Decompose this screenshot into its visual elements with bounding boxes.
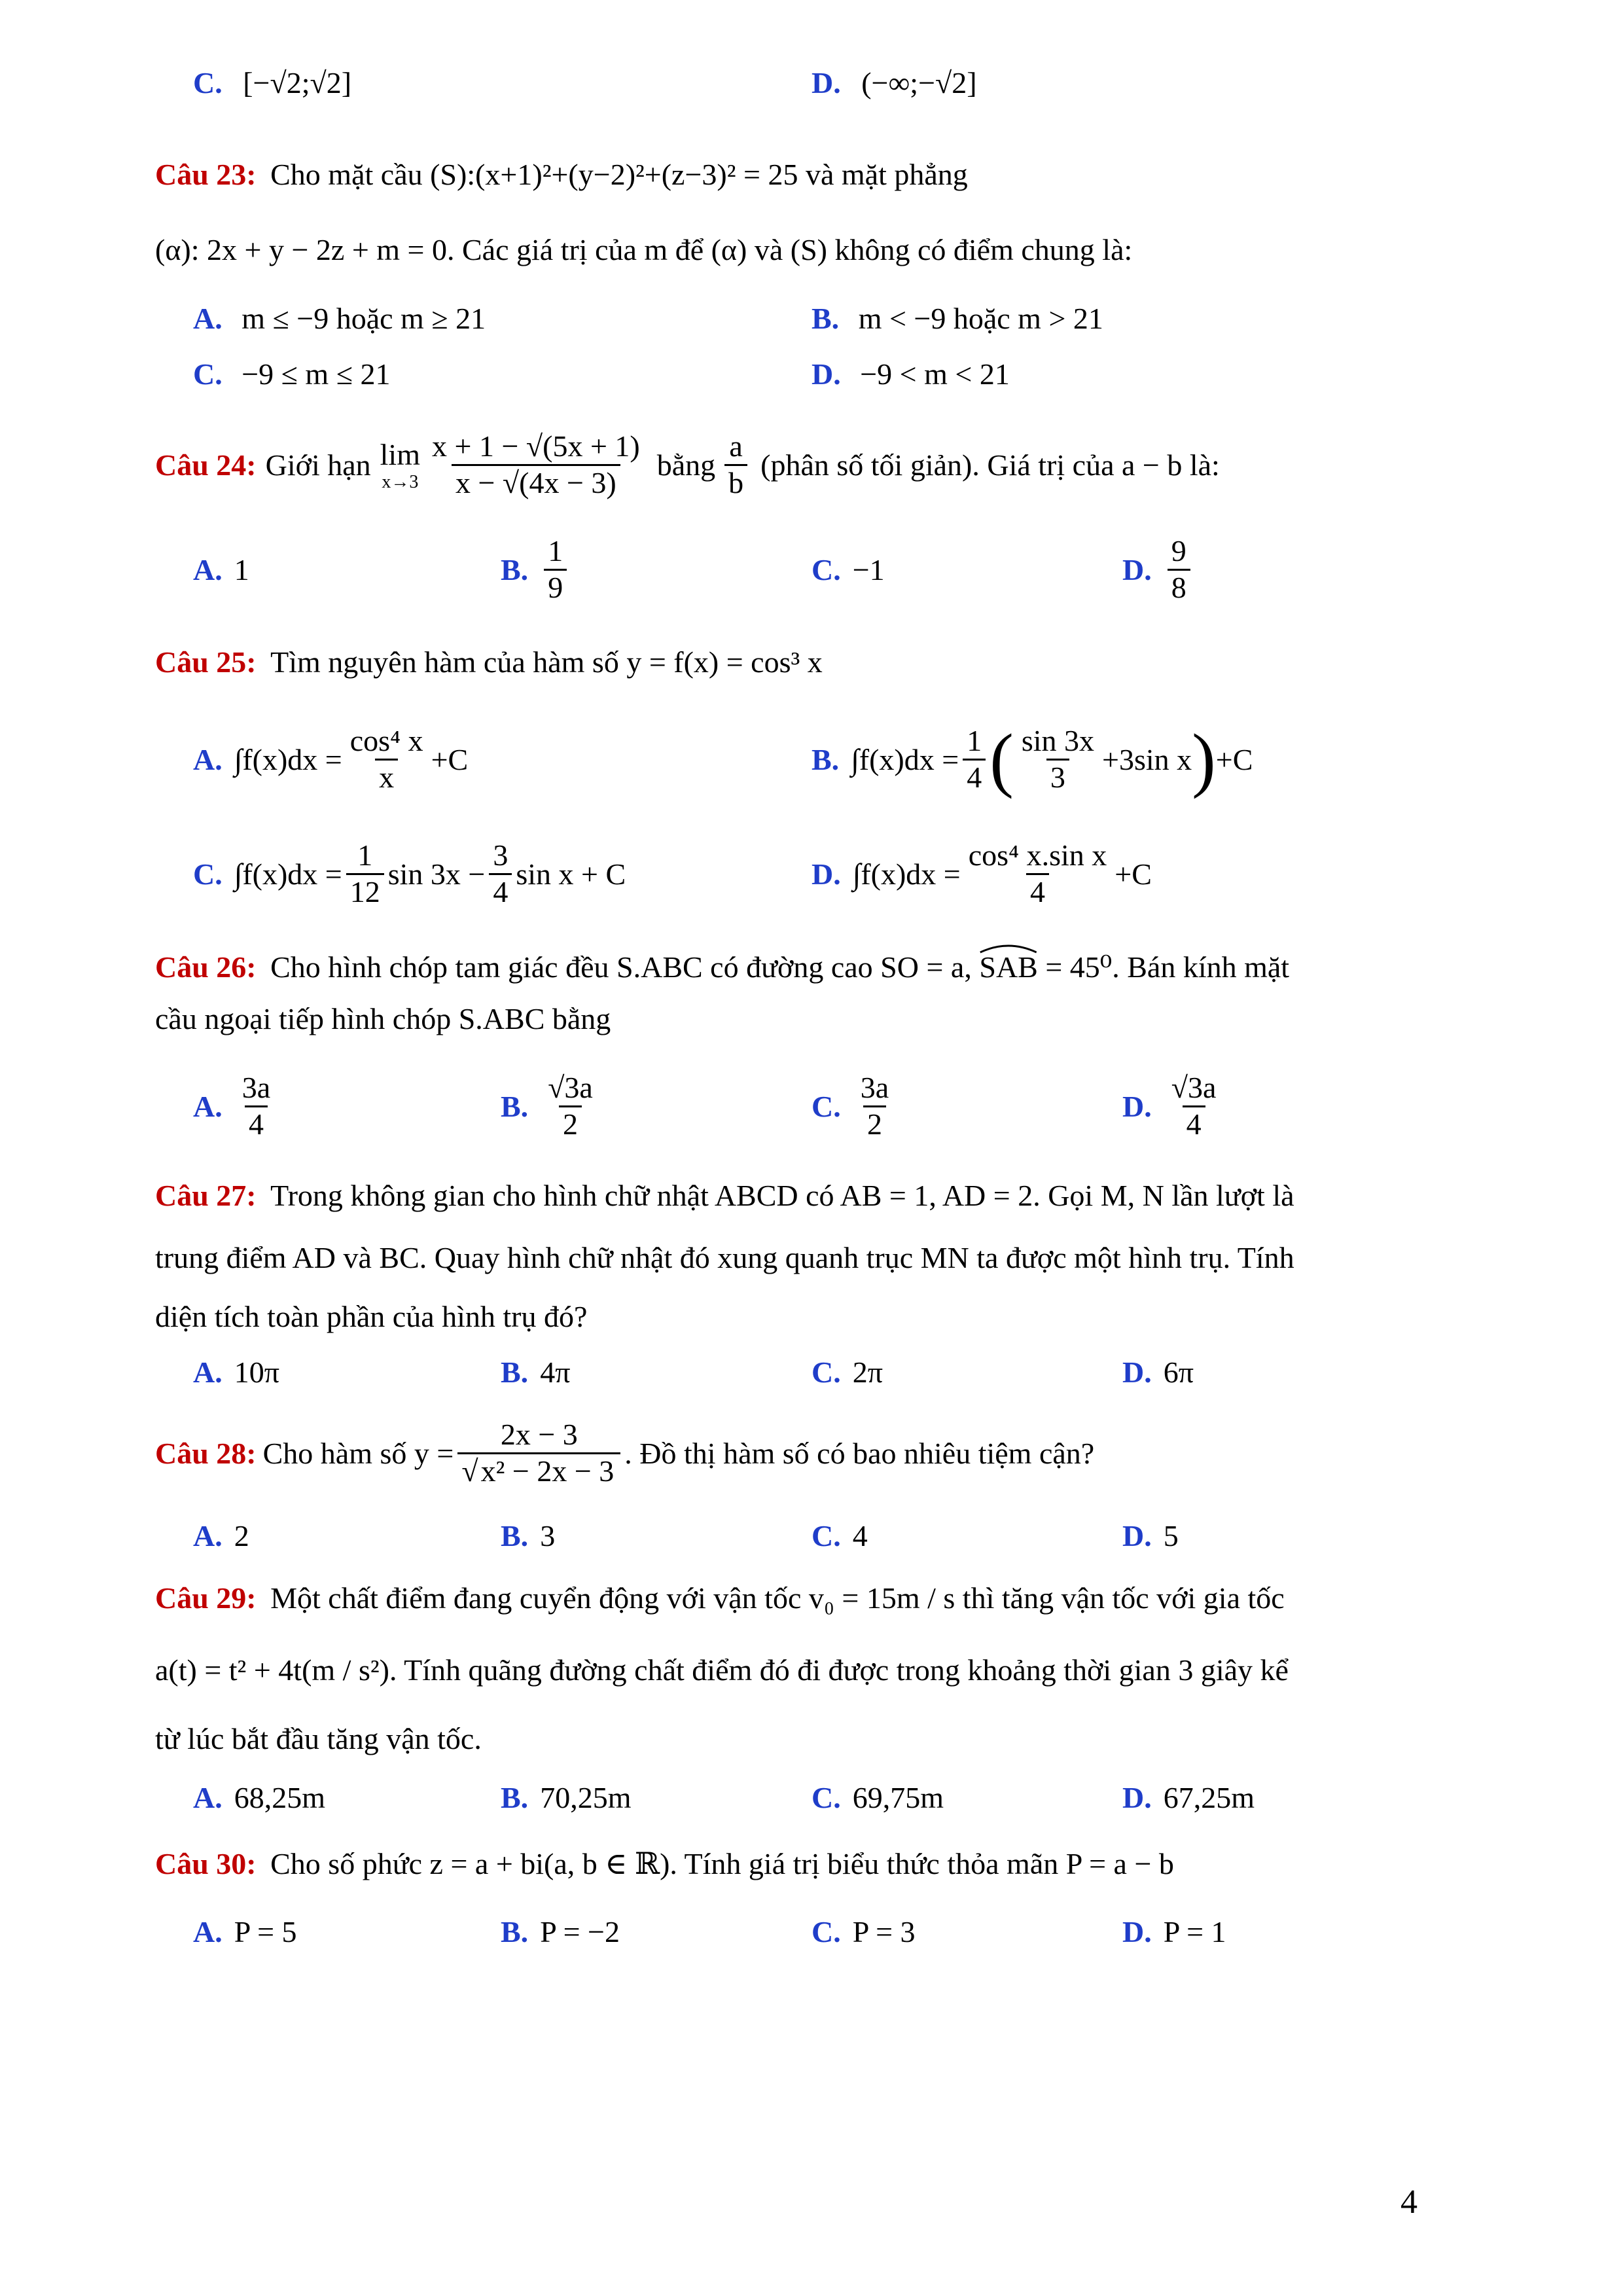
q26-options bbox=[193, 1060, 1224, 1152]
q24-option-a bbox=[193, 552, 501, 587]
question-text: Cho hàm số y = bbox=[262, 1436, 454, 1470]
question-text: Một chất điểm đang cuyển động với vận tốc v₀ = 15m / s thì tăng vận tốc với gia tốc bbox=[270, 1581, 1285, 1615]
angle-sab bbox=[979, 950, 1037, 984]
question-25 bbox=[155, 645, 823, 679]
fraction-denominator: 9 bbox=[544, 569, 567, 605]
fraction-numerator: cos⁴ x.sin x bbox=[968, 838, 1107, 872]
q29-option-d bbox=[1122, 1780, 1255, 1815]
q23-option-c bbox=[193, 357, 390, 391]
option-label: D. bbox=[1122, 1781, 1152, 1814]
option-text: 5 bbox=[1163, 1519, 1179, 1552]
fraction-denominator: 4 bbox=[245, 1105, 268, 1142]
q25-option-d bbox=[812, 828, 1152, 920]
question-23 bbox=[155, 157, 968, 192]
option-label: B. bbox=[501, 1089, 529, 1123]
q30-option-a bbox=[193, 1914, 501, 1949]
option-label: C. bbox=[812, 1089, 841, 1123]
q27-option-d bbox=[1122, 1355, 1194, 1390]
question-text: (phân số tối giản). Giá trị của a − b là: bbox=[760, 448, 1220, 482]
option-text: 70,25m bbox=[540, 1781, 632, 1814]
option-label: A. bbox=[193, 1355, 223, 1389]
option-fraction bbox=[965, 838, 1111, 910]
question-26 bbox=[155, 949, 1438, 984]
lim-sub: x→3 bbox=[382, 471, 419, 492]
question-30 bbox=[155, 1846, 1174, 1881]
q26-option-b bbox=[501, 1071, 812, 1142]
q30-option-b bbox=[501, 1914, 812, 1949]
question-text: trung điểm AD và BC. Quay hình chữ nhật đó xung quanh trục MN ta được một hình trụ. Tính bbox=[155, 1241, 1294, 1274]
option-label: C. bbox=[812, 1519, 841, 1552]
fraction-numerator: 2x − 3 bbox=[500, 1417, 578, 1451]
option-fraction bbox=[346, 838, 384, 910]
ab-fraction bbox=[724, 429, 747, 501]
q30-option-d bbox=[1122, 1914, 1226, 1949]
q27-option-c bbox=[812, 1355, 1122, 1390]
option-text: 4π bbox=[540, 1355, 571, 1389]
fraction-numerator: √3a bbox=[548, 1070, 593, 1104]
option-label: A. bbox=[193, 1915, 223, 1948]
question-29-line2 bbox=[155, 1653, 1289, 1687]
left-paren: ( bbox=[990, 719, 1014, 799]
option-fraction bbox=[963, 724, 986, 795]
question-27-line3 bbox=[155, 1299, 587, 1334]
integral-lhs: ∫f(x)dx = bbox=[852, 857, 961, 891]
option-text: −1 bbox=[852, 552, 885, 586]
top-option-c bbox=[193, 65, 351, 100]
integral-lhs: ∫f(x)dx = bbox=[234, 857, 342, 891]
q25-option-b bbox=[812, 713, 1253, 805]
question-24 bbox=[155, 419, 1220, 511]
option-fraction-2 bbox=[489, 838, 512, 910]
question-text: diện tích toàn phần của hình trụ đó? bbox=[155, 1300, 588, 1333]
question-text: Cho mặt cầu (S):(x+1)²+(y−2)²+(z−3)² = 25 và mặt phẳng bbox=[270, 158, 968, 191]
option-text: 2 bbox=[234, 1519, 249, 1552]
q28-options bbox=[193, 1518, 1179, 1553]
option-label: C. bbox=[812, 1355, 841, 1389]
option-label: C. bbox=[812, 552, 841, 586]
option-fraction bbox=[238, 1071, 274, 1142]
option-text: 2π bbox=[852, 1355, 883, 1389]
question-text: Cho hình chóp tam giác đều S.ABC có đường cao SO = a, bbox=[270, 950, 972, 984]
q25-option-c bbox=[193, 828, 626, 920]
fraction-numerator: 3a bbox=[241, 1070, 271, 1104]
option-text: 4 bbox=[852, 1519, 868, 1552]
q24-option-d bbox=[1122, 534, 1194, 605]
option-label: D. bbox=[1122, 1089, 1152, 1123]
question-26-line2 bbox=[155, 1001, 611, 1036]
option-text: −9 ≤ m ≤ 21 bbox=[241, 357, 391, 391]
fraction-denominator: 4 bbox=[1183, 1105, 1205, 1142]
option-label: A. bbox=[193, 1519, 223, 1552]
option-label: B. bbox=[501, 1781, 529, 1814]
question-29 bbox=[155, 1581, 1285, 1615]
angle-hat-icon bbox=[979, 942, 1037, 954]
option-text: 67,25m bbox=[1163, 1781, 1255, 1814]
option-text: (−∞;−√2] bbox=[861, 66, 977, 99]
option-text: P = 1 bbox=[1163, 1915, 1226, 1948]
question-27 bbox=[155, 1178, 1294, 1213]
option-text: 10π bbox=[234, 1355, 279, 1389]
q28-option-b bbox=[501, 1518, 812, 1553]
fraction-denominator: 8 bbox=[1168, 569, 1190, 605]
question-28 bbox=[155, 1407, 1094, 1499]
question-27-line2 bbox=[155, 1240, 1294, 1275]
option-label: B. bbox=[501, 1915, 529, 1948]
integral-mid: sin 3x − bbox=[387, 857, 486, 891]
q28-option-c bbox=[812, 1518, 1122, 1553]
option-label: C. bbox=[193, 66, 223, 99]
option-label: C. bbox=[193, 357, 223, 391]
fraction-denominator: 4 bbox=[963, 759, 986, 795]
q29-option-b bbox=[501, 1780, 812, 1815]
inner-fraction bbox=[1018, 724, 1098, 795]
option-fraction bbox=[544, 534, 567, 605]
fraction-denominator: 4 bbox=[1026, 873, 1049, 910]
q26-option-c bbox=[812, 1071, 1122, 1142]
fraction-numerator: √3a bbox=[1171, 1070, 1217, 1104]
integral-rhs: +C bbox=[1115, 857, 1152, 891]
question-number: Câu 28: bbox=[155, 1436, 257, 1470]
question-text: bằng bbox=[656, 448, 716, 482]
question-text: Tìm nguyên hàm của hàm số y = f(x) = cos³ x bbox=[270, 645, 823, 679]
option-label: D. bbox=[812, 857, 841, 891]
question-number: Câu 26: bbox=[155, 950, 257, 984]
question-number: Câu 25: bbox=[155, 645, 257, 679]
question-text: = 45⁰. Bán kính mặt bbox=[1045, 950, 1290, 984]
option-text: m ≤ −9 hoặc m ≥ 21 bbox=[241, 302, 486, 335]
option-label: B. bbox=[812, 302, 840, 335]
option-text: 3 bbox=[540, 1519, 556, 1552]
q30-option-c bbox=[812, 1914, 1122, 1949]
q24-option-c bbox=[812, 552, 1122, 587]
option-fraction bbox=[544, 1071, 597, 1142]
question-number: Câu 27: bbox=[155, 1179, 257, 1212]
question-text: Trong không gian cho hình chữ nhật ABCD có AB = 1, AD = 2. Gọi M, N lần lượt là bbox=[270, 1179, 1294, 1212]
q23-option-b bbox=[812, 301, 1103, 336]
option-label: A. bbox=[193, 742, 223, 776]
fraction-numerator: 1 bbox=[967, 723, 982, 757]
option-label: B. bbox=[501, 1519, 529, 1552]
option-fraction bbox=[346, 724, 427, 795]
fraction-numerator: x + 1 − √(5x + 1) bbox=[432, 429, 640, 463]
question-text: từ lúc bắt đầu tăng vận tốc. bbox=[155, 1722, 482, 1755]
q25-option-a bbox=[193, 713, 468, 805]
fraction-numerator: 9 bbox=[1171, 533, 1186, 567]
integral-lhs: ∫f(x)dx = bbox=[851, 742, 959, 776]
fraction-numerator: 1 bbox=[548, 533, 563, 567]
option-fraction bbox=[857, 1071, 893, 1142]
q24-option-b bbox=[501, 534, 812, 605]
fraction-denominator: 4 bbox=[489, 873, 512, 910]
question-number: Câu 29: bbox=[155, 1581, 257, 1615]
q29-option-a bbox=[193, 1780, 501, 1815]
option-label: A. bbox=[193, 552, 223, 586]
fraction-numerator: sin 3x bbox=[1021, 723, 1095, 757]
option-label: C. bbox=[193, 857, 223, 891]
option-text: P = −2 bbox=[540, 1915, 620, 1948]
angle-text: SAB bbox=[979, 950, 1038, 984]
option-label: D. bbox=[1122, 1355, 1152, 1389]
function-fraction bbox=[457, 1418, 620, 1489]
fraction-denominator: 2 bbox=[863, 1105, 886, 1142]
option-text: 1 bbox=[234, 552, 249, 586]
option-label: D. bbox=[1122, 1519, 1152, 1552]
option-label: C. bbox=[812, 1781, 841, 1814]
integral-rhs: +C bbox=[431, 742, 469, 776]
fraction-numerator: 3 bbox=[493, 838, 508, 872]
q23-option-d bbox=[812, 357, 1010, 391]
option-label: D. bbox=[1122, 1915, 1152, 1948]
q27-options bbox=[193, 1355, 1194, 1390]
top-option-d bbox=[812, 65, 977, 100]
option-label: A. bbox=[193, 302, 223, 335]
option-label: B. bbox=[501, 552, 529, 586]
q27-option-a bbox=[193, 1355, 501, 1390]
fraction-numerator: cos⁴ x bbox=[349, 723, 423, 757]
integral-lhs: ∫f(x)dx = bbox=[234, 742, 342, 776]
integral-rhs: sin x + C bbox=[516, 857, 626, 891]
option-text: 68,25m bbox=[234, 1781, 326, 1814]
q23-option-a bbox=[193, 301, 486, 336]
q24-options bbox=[193, 524, 1194, 615]
inner-rhs: +3sin x bbox=[1102, 742, 1192, 776]
q26-option-d bbox=[1122, 1071, 1224, 1142]
question-text: Cho số phức z = a + bi(a, b ∈ ℝ). Tính giá trị biểu thức thỏa mãn P = a − b bbox=[270, 1847, 1174, 1880]
option-label: A. bbox=[193, 1781, 223, 1814]
option-fraction bbox=[1168, 534, 1190, 605]
limit-operator bbox=[380, 437, 420, 493]
option-text: [−√2;√2] bbox=[243, 66, 352, 99]
question-29-line3 bbox=[155, 1721, 482, 1756]
fraction-denominator: 12 bbox=[346, 873, 384, 910]
question-text: . Đồ thị hàm số có bao nhiêu tiệm cận? bbox=[624, 1436, 1095, 1470]
option-text: P = 5 bbox=[234, 1915, 297, 1948]
question-number: Câu 30: bbox=[155, 1847, 257, 1880]
question-text: Giới hạn bbox=[265, 448, 371, 482]
q30-options bbox=[193, 1914, 1226, 1949]
page-number: 4 bbox=[1400, 2183, 1418, 2221]
option-fraction bbox=[1168, 1071, 1221, 1142]
option-text: −9 < m < 21 bbox=[860, 357, 1010, 391]
fraction-denominator bbox=[457, 1452, 620, 1489]
integral-rhs: +C bbox=[1215, 742, 1253, 776]
option-label: D. bbox=[1122, 552, 1152, 586]
option-label: C. bbox=[812, 1915, 841, 1948]
q28-option-d bbox=[1122, 1518, 1179, 1553]
option-label: D. bbox=[812, 66, 841, 99]
fraction-denominator: x bbox=[375, 759, 398, 795]
fraction-numerator: 3a bbox=[860, 1070, 889, 1104]
fraction-numerator: a bbox=[729, 429, 743, 463]
question-text: cầu ngoại tiếp hình chóp S.ABC bằng bbox=[155, 1002, 611, 1035]
question-23-line2 bbox=[155, 232, 1132, 267]
limit-fraction bbox=[428, 429, 644, 501]
option-text: P = 3 bbox=[852, 1915, 916, 1948]
sqrt-icon: √ bbox=[461, 1454, 478, 1488]
option-label: B. bbox=[812, 742, 840, 776]
q26-option-a bbox=[193, 1071, 501, 1142]
option-label: A. bbox=[193, 1089, 223, 1123]
fraction-denominator: 3 bbox=[1046, 759, 1069, 795]
question-text: a(t) = t² + 4t(m / s²). Tính quãng đường chất điểm đó đi được trong khoảng thời gian 3 giây kể bbox=[155, 1653, 1289, 1687]
option-label: D. bbox=[812, 357, 841, 391]
option-text: m < −9 hoặc m > 21 bbox=[858, 302, 1103, 335]
q27-option-b bbox=[501, 1355, 812, 1390]
option-text: 6π bbox=[1163, 1355, 1194, 1389]
q29-options bbox=[193, 1780, 1255, 1815]
lim-word: lim bbox=[380, 437, 420, 471]
q29-option-c bbox=[812, 1780, 1122, 1815]
question-number: Câu 24: bbox=[155, 448, 257, 482]
option-text: 69,75m bbox=[852, 1781, 944, 1814]
fraction-denominator: 2 bbox=[559, 1105, 582, 1142]
radicand: x² − 2x − 3 bbox=[478, 1452, 617, 1488]
fraction-denominator: x − √(4x − 3) bbox=[452, 464, 620, 501]
fraction-denominator: b bbox=[724, 464, 747, 501]
right-paren: ) bbox=[1192, 719, 1216, 799]
question-number: Câu 23: bbox=[155, 158, 257, 191]
q28-option-a bbox=[193, 1518, 501, 1553]
question-text: (α): 2x + y − 2z + m = 0. Các giá trị của m để (α) và (S) không có điểm chung là: bbox=[155, 233, 1133, 266]
fraction-numerator: 1 bbox=[357, 838, 373, 872]
option-label: B. bbox=[501, 1355, 529, 1389]
